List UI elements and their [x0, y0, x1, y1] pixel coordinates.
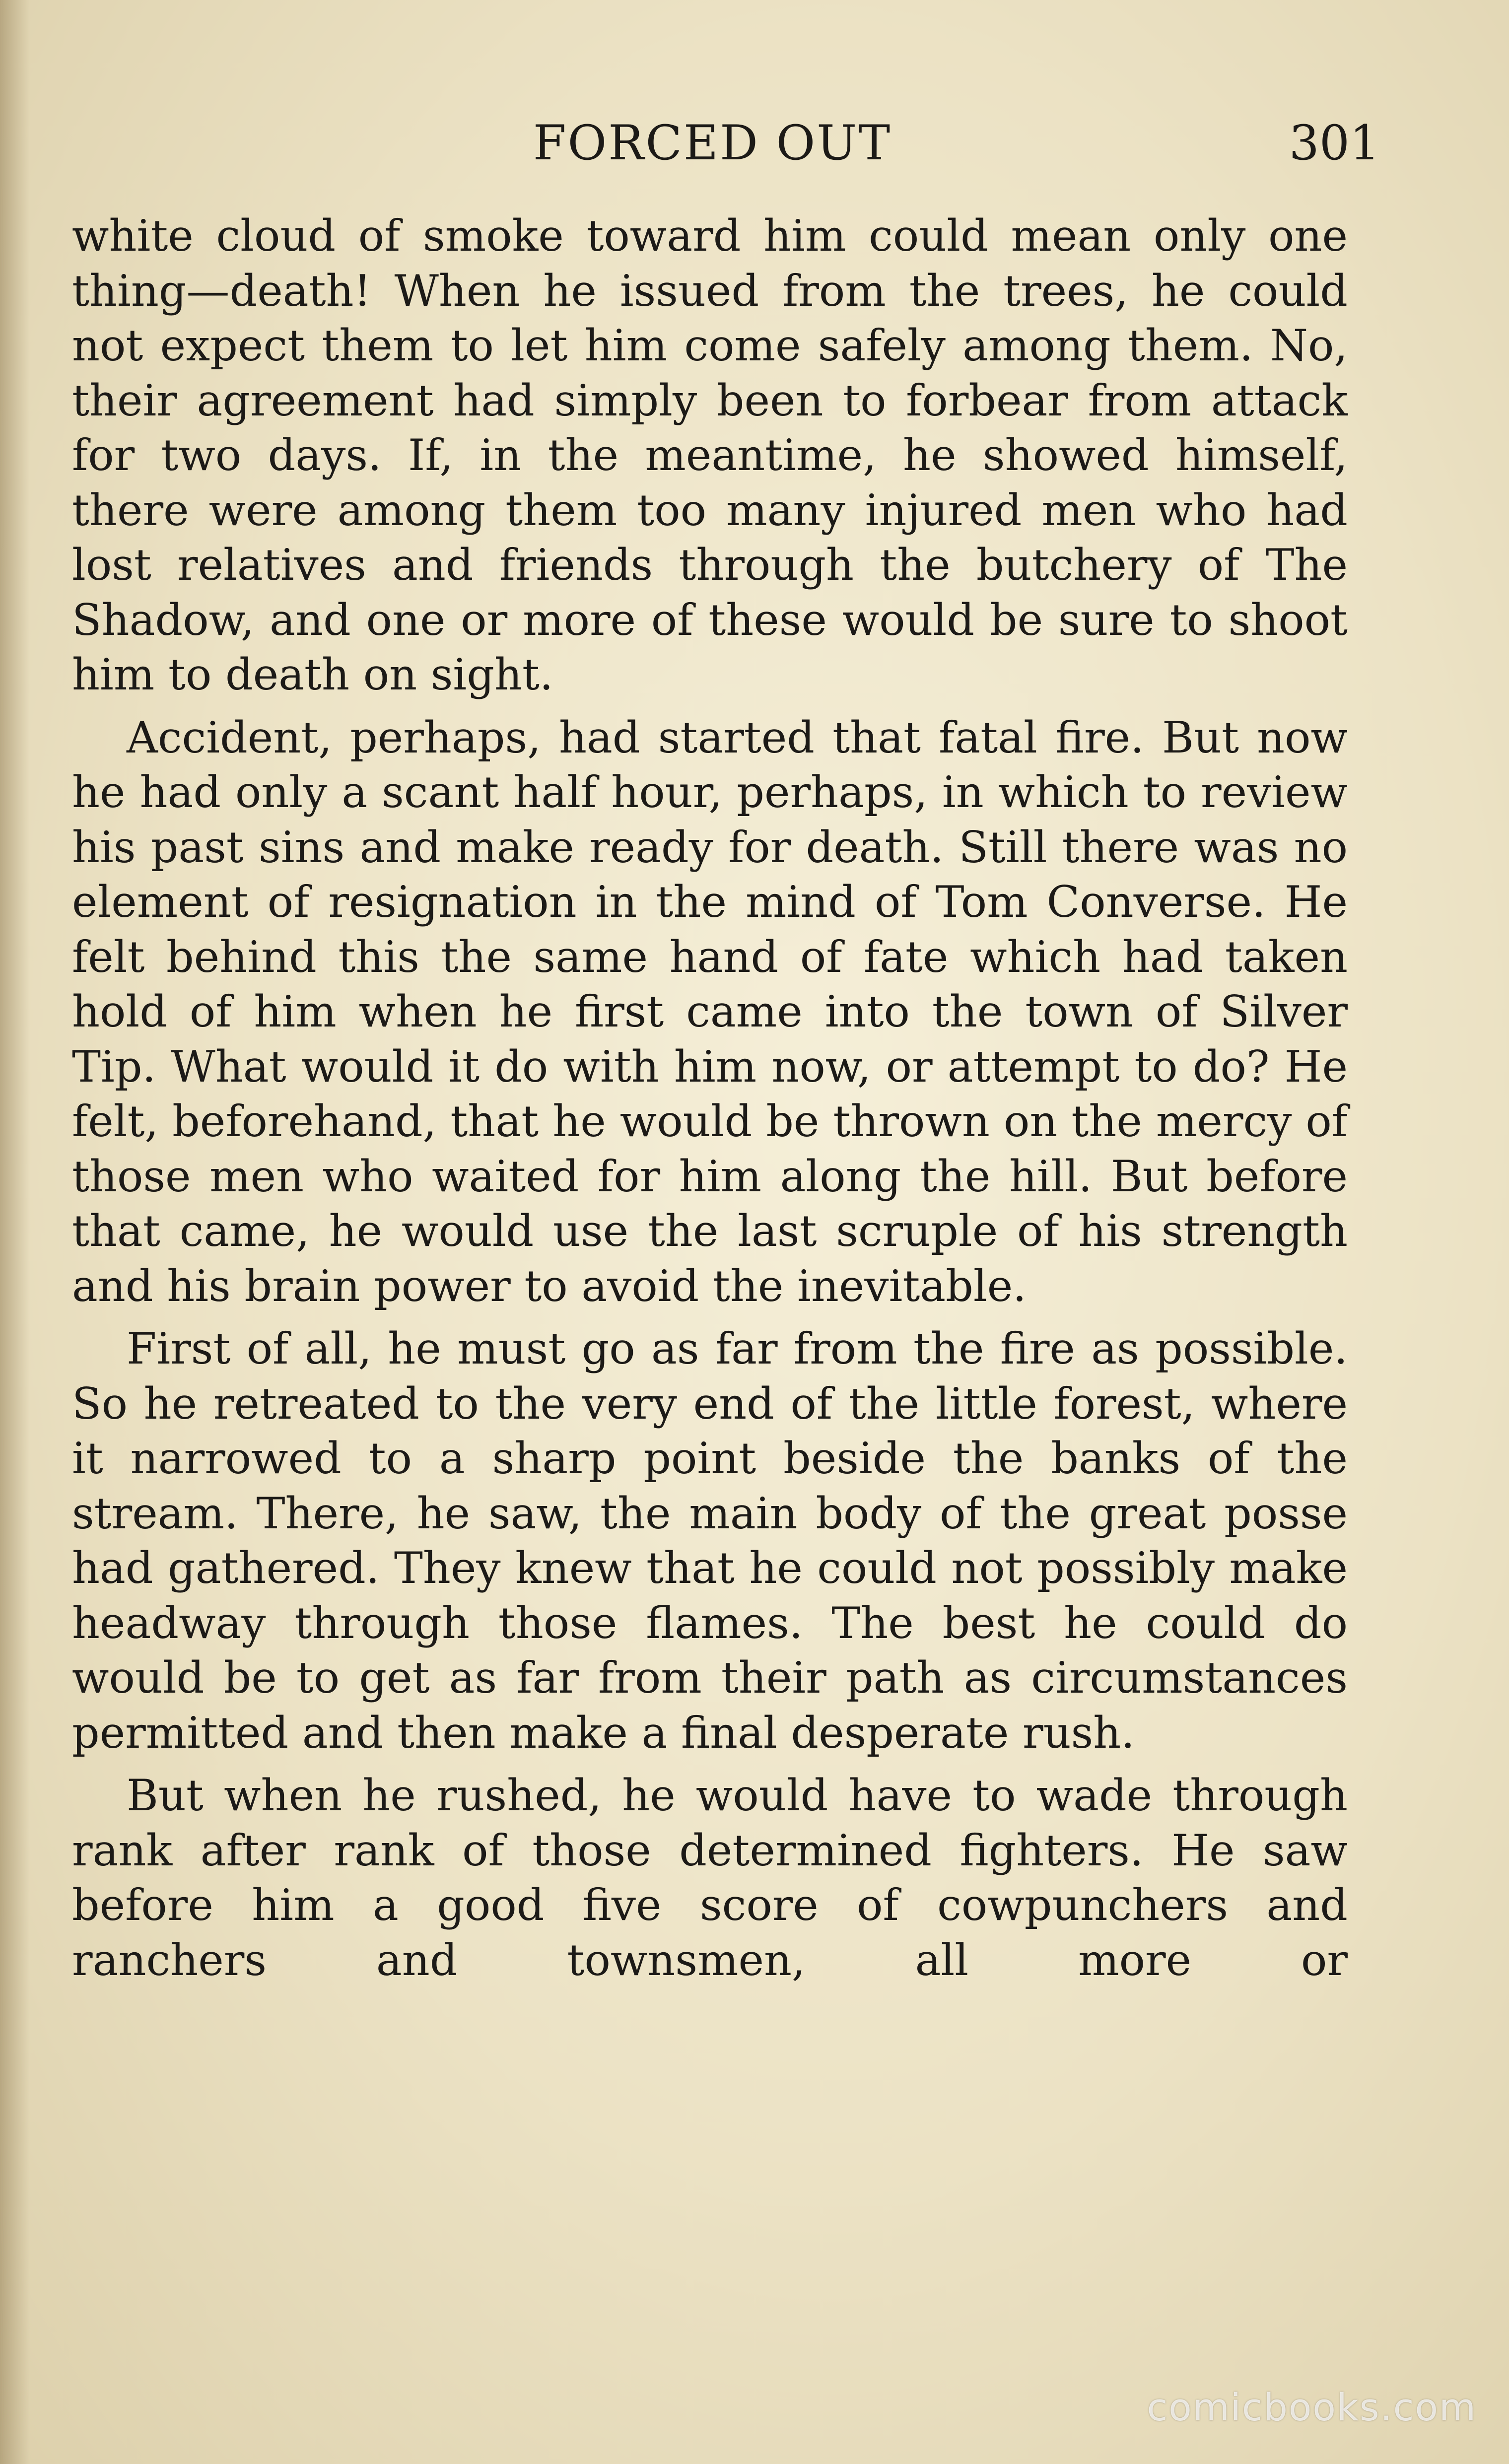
watermark: comicbooks.com	[1147, 2385, 1477, 2429]
paragraph: Accident, perhaps, had started that fatal fire. But now he had only a scant half hour, perhaps, in which to review his past sins and make ready for death. Still there was no element of resignation in the mind of Tom Converse. He felt behind this the same hand of fate which had taken hold of him when he first came into the town of Silver Tip. What would it do with him now, or attempt to do? He felt, beforehand, that he would be thrown on the mercy of those men who waited for him along the hill. But before that came, he would use the last scruple of his strength and his brain power to avoid the inevitable.	[72, 712, 1348, 1311]
paragraph: First of all, he must go as far from the fire as possible. So he retreated to the very end of the little forest, where it narrowed to a sharp point beside the banks of the stream. There, he saw, the main body of the great posse had gathered. They knew that he could not possibly make headway through those flames. The best he could do would be to get as far from their path as circumstances permitted and then make a final desperate rush.	[72, 1323, 1348, 1758]
running-head	[74, 113, 1380, 173]
paragraph: white cloud of smoke toward him could mean only one thing—death! When he issued from the trees, he could not expect them to let him come safely among them. No, their agreement had simply been to forbear from attack for two days. If, in the meantime, he showed himself, there were among them too many injured men who had lost relatives and friends through the butchery of The Shadow, and one or more of these would be sure to shoot him to death on sight.	[72, 210, 1348, 700]
paragraph: But when he rushed, he would have to wade through rank after rank of those determined fighters. He saw before him a good five score of cowpunchers and ranchers and townsmen, all more or	[72, 1770, 1348, 1985]
chapter-title: FORCED OUT	[533, 115, 892, 171]
page-number: 301	[1289, 115, 1380, 171]
body-text	[72, 208, 1348, 1995]
